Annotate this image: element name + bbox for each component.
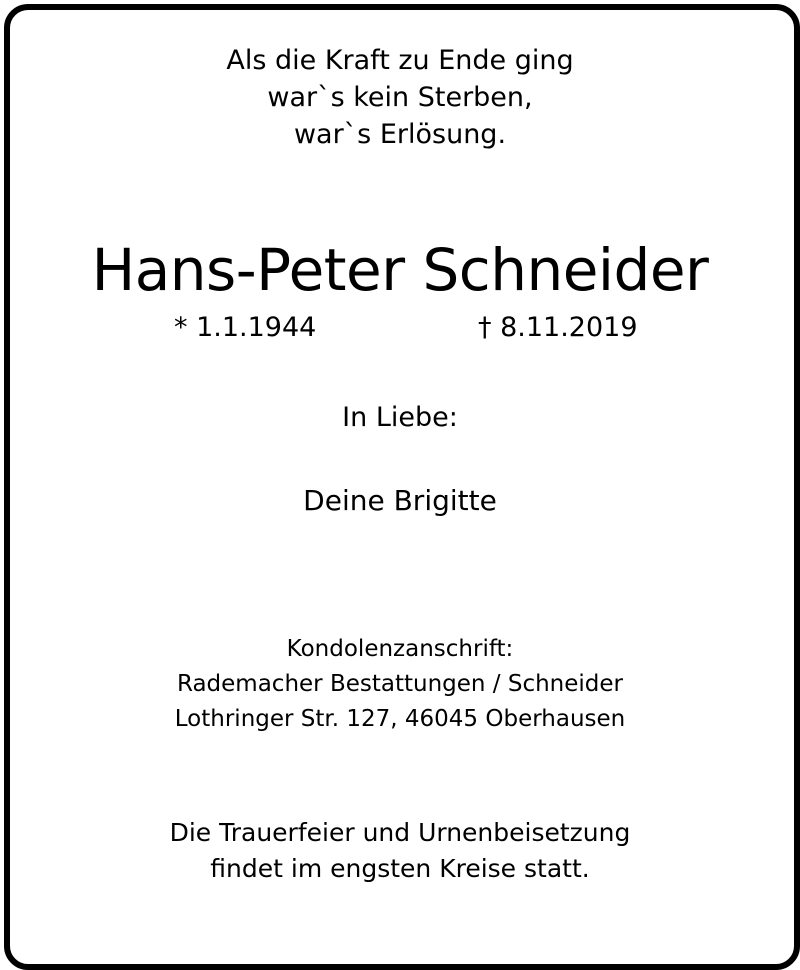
funeral-notice [0,815,800,887]
funeral-line-2: findet im engsten Kreise statt. [210,854,590,883]
signature: Deine Brigitte [303,484,497,517]
verse-line-2: war`s kein Sterben, [267,82,533,113]
memorial-verse [0,42,800,153]
deceased-name: Hans-Peter Schneider [91,236,709,304]
condolence-heading: Kondolenzanschrift: [286,636,514,662]
funeral-line-1: Die Trauerfeier und Urnenbeisetzung [169,818,631,847]
verse-line-1: Als die Kraft zu Ende ging [226,45,574,76]
love-label: In Liebe: [342,402,458,433]
condolence-address [0,632,800,737]
death-date: † 8.11.2019 [478,312,638,343]
birth-date: * 1.1.1944 [174,312,317,343]
condolence-line-1: Rademacher Bestattungen / Schneider [176,671,624,697]
verse-line-3: war`s Erlösung. [293,119,507,150]
condolence-line-2: Lothringer Str. 127, 46045 Oberhausen [174,706,626,732]
